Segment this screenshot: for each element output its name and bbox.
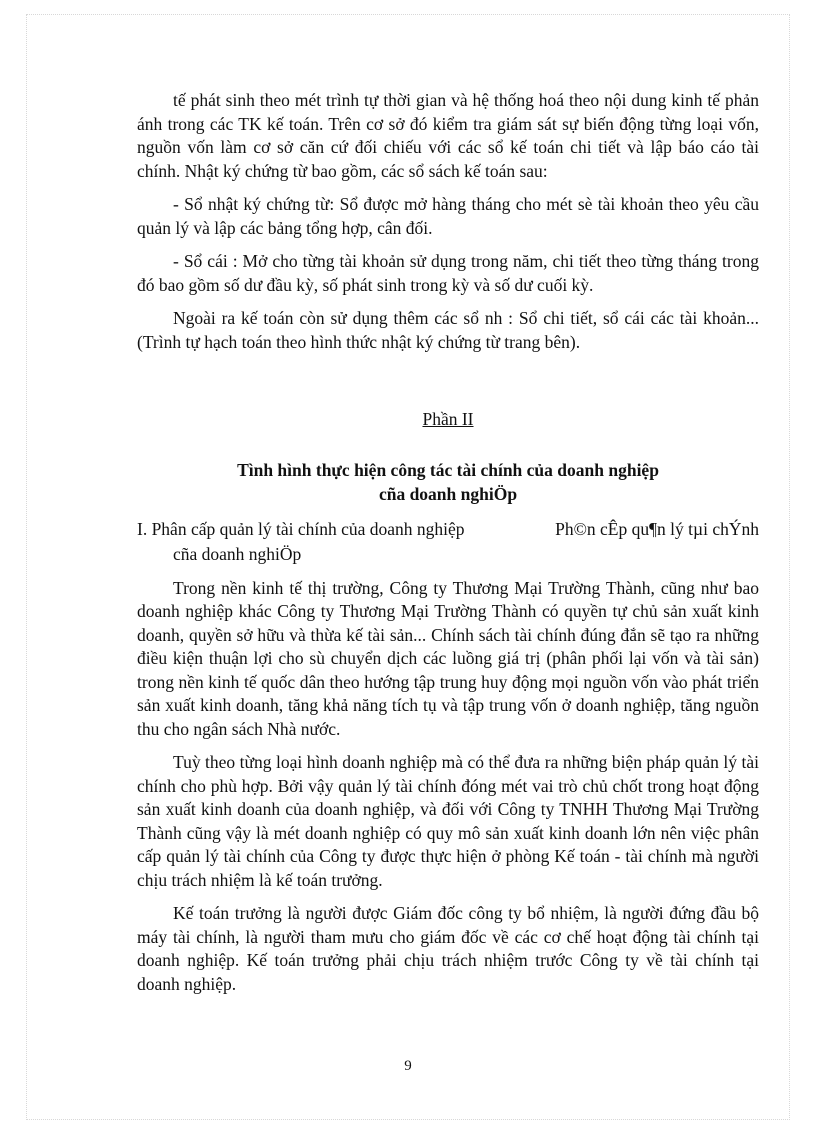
subheading-right: Ph©n cÊp qu¶n lý tµi chÝnh [555,518,759,539]
paragraph-market-economy: Trong nền kinh tế thị trường, Công ty Thương Mại Trường Thành, cũng như bao doanh nghiệp khác Công ty Thương Mại Trường Thành có quyền tự chủ sản xuất kinh doanh, quyền sở hữu và thừa kế tài sản... Chính sách tài chính đúng đắn sẽ tạo ra những điều kiện thuận lợi cho sù chuyển dịch các luồng giá trị (phân phối lại vốn và tài sản) trong nền kinh tế quốc dân theo hướng tập trung huy động mọi nguồn vốn vào phát triển sản xuất kinh doanh, tăng khả năng tích tụ và tập trung vốn ở doanh nghiệp, tăng nguồn thu cho ngân sách Nhà nước. [137,577,759,739]
paragraph-journal-book: - Sổ nhật ký chứng từ: Sổ được mở hàng tháng cho mét sè tài khoản theo yêu cầu quản lý và lập các bảng tổng hợp, cân đối. [137,194,759,238]
section-title-line-2: cña doanh nghiÖp [378,483,518,504]
subheading [137,518,759,542]
subheading-line-2: cña doanh nghiÖp [173,544,302,564]
page-number: 9 [404,1058,412,1074]
paragraph-ledger: - Sổ cái : Mở cho từng tài khoản sử dụng trong năm, chi tiết theo từng tháng trong đó bao gồm số dư đầu kỳ, số phát sinh trong kỳ và số dư cuối kỳ. [137,251,759,295]
document-body [137,89,759,1006]
subheading-left: I. Phân cấp quản lý tài chính của doanh nghiệp [137,518,465,539]
section-title [137,458,759,506]
paragraph-chief-accountant: Kế toán trưởng là người được Giám đốc công ty bổ nhiệm, là người đứng đầu bộ máy tài chính, là người tham mưu cho giám đốc về các cơ chế hoạt động tài chính tại doanh nghiệp. Kế toán trưởng phải chịu trách nhiệm trước Công ty về tài chính tại doanh nghiệp. [137,903,759,994]
paragraph-other-books: Ngoài ra kế toán còn sử dụng thêm các sổ nh : Sổ chi tiết, sổ cái các tài khoản... (Trình tự hạch toán theo hình thức nhật ký chứng từ trang bên). [137,308,759,352]
paragraph-management: Tuỳ theo từng loại hình doanh nghiệp mà có thể đưa ra những biện pháp quản lý tài chính cho phù hợp. Bởi vậy quản lý tài chính đóng mét vai trò chủ chốt trong hoạt động sản xuất kinh doanh của doanh nghiệp, và đối với Công ty TNHH Thương Mại Trường Thành cũng vậy là mét doanh nghiệp có quy mô sản xuất kinh doanh lớn nên việc phân cấp quản lý tài chính của Công ty được thực hiện ở phòng Kế toán - tài chính mà người chịu trách nhiệm là kế toán trưởng. [137,752,759,890]
part-heading: Phần II [422,409,474,429]
section-title-line-1: Tình hình thực hiện công tác tài chính của doanh nghiệp [237,459,659,480]
paragraph-intro: tế phát sinh theo mét trình tự thời gian và hệ thống hoá theo nội dung kinh tế phản ánh trong các TK kế toán. Trên cơ sở đó kiểm tra giám sát sự biến động từng loại vốn, nguồn vốn làm cơ sở căn cứ đối chiếu với các sổ kế toán chi tiết và lập báo cáo tài chính. Nhật ký chứng từ bao gồm, các sổ sách kế toán sau: [137,90,759,181]
